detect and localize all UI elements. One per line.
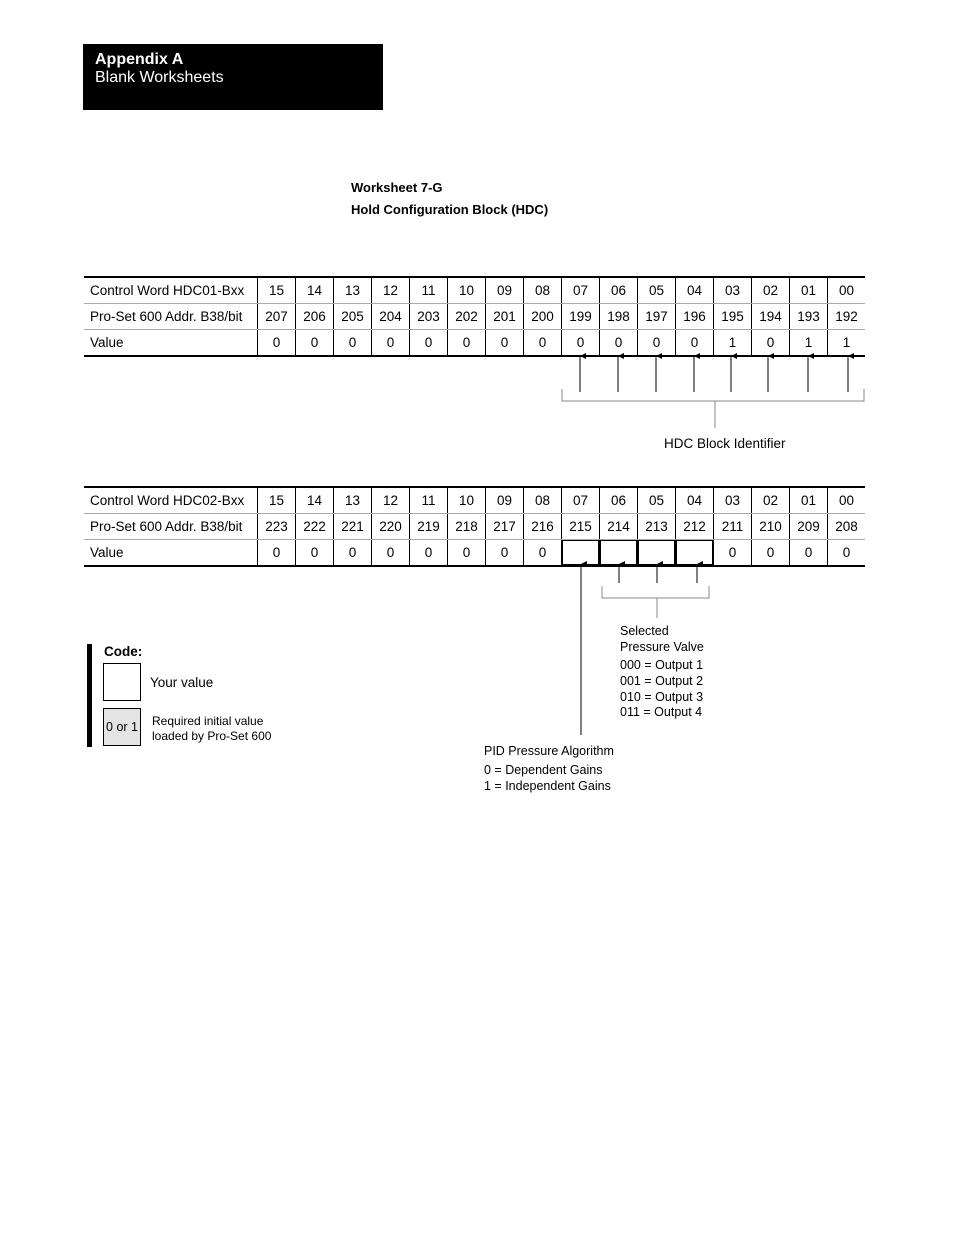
table-cell: 0 [790, 540, 828, 567]
table-cell: 02 [752, 487, 790, 514]
table-cell: 12 [372, 277, 410, 304]
table-cell: 00 [828, 487, 866, 514]
table-cell: 15 [258, 487, 296, 514]
row-label: Pro-Set 600 Addr. B38/bit [84, 514, 258, 540]
table-cell: 15 [258, 277, 296, 304]
table-cell: 220 [372, 514, 410, 540]
table-cell: 210 [752, 514, 790, 540]
table-cell: 0 [676, 330, 714, 357]
table-cell: 207 [258, 304, 296, 330]
table-cell: 12 [372, 487, 410, 514]
table-cell: 199 [562, 304, 600, 330]
table-cell: 0 [752, 330, 790, 357]
your-value-label: Your value [150, 675, 214, 690]
table-cell: 209 [790, 514, 828, 540]
table-cell: 197 [638, 304, 676, 330]
table-cell: 203 [410, 304, 448, 330]
table-cell: 200 [524, 304, 562, 330]
worksheet-title: Hold Configuration Block (HDC) [351, 202, 549, 217]
table-cell: 219 [410, 514, 448, 540]
table-cell: 02 [752, 277, 790, 304]
table-cell: 01 [790, 487, 828, 514]
your-value-sample-box [103, 663, 141, 701]
table-cell: 13 [334, 487, 372, 514]
table-cell: 0 [486, 330, 524, 357]
table-cell: 205 [334, 304, 372, 330]
table-cell: 206 [296, 304, 334, 330]
table-cell: 11 [410, 277, 448, 304]
table-cell: 07 [562, 487, 600, 514]
table-cell: 0 [258, 330, 296, 357]
appendix-subtitle: Blank Worksheets [95, 69, 224, 86]
table-cell: 223 [258, 514, 296, 540]
table-cell: 221 [334, 514, 372, 540]
output-1-code: 000 = Output 1 [620, 658, 704, 672]
table-cell: 217 [486, 514, 524, 540]
table-cell: 0 [258, 540, 296, 567]
table-cell: 08 [524, 487, 562, 514]
table-cell: 216 [524, 514, 562, 540]
table-cell: 0 [334, 540, 372, 567]
table-cell: 05 [638, 277, 676, 304]
table-cell: 0 [410, 330, 448, 357]
table-cell: 07 [562, 277, 600, 304]
code-legend-bar [87, 644, 92, 747]
hdc01-arrows [580, 356, 848, 392]
table-cell: 198 [600, 304, 638, 330]
table-cell: 09 [486, 277, 524, 304]
table-cell: 10 [448, 487, 486, 514]
table-cell: 0 [448, 330, 486, 357]
table-cell: 212 [676, 514, 714, 540]
table-cell: 10 [448, 277, 486, 304]
table-cell: 08 [524, 277, 562, 304]
table-cell: 06 [600, 277, 638, 304]
required-value-line-1: Required initial value [152, 714, 264, 728]
hdc-block-identifier-label: HDC Block Identifier [664, 436, 786, 451]
row-label: Control Word HDC02-Bxx [84, 487, 258, 514]
table-cell: 0 [828, 540, 866, 567]
output-3-code: 010 = Output 3 [620, 690, 704, 704]
hdc02-bracket [602, 586, 709, 618]
table-cell: 0 [448, 540, 486, 567]
table-cell: 202 [448, 304, 486, 330]
table-cell: 0 [372, 330, 410, 357]
table-cell: 04 [676, 277, 714, 304]
output-2-code: 001 = Output 2 [620, 674, 704, 688]
table-cell: 213 [638, 514, 676, 540]
row-label: Value [84, 540, 258, 567]
table-cell: 0 [486, 540, 524, 567]
pid-independent-gains: 1 = Independent Gains [484, 779, 611, 793]
table-cell: 0 [524, 540, 562, 567]
table-cell: 11 [410, 487, 448, 514]
table-cell: 201 [486, 304, 524, 330]
table-cell: 195 [714, 304, 752, 330]
pid-dependent-gains: 0 = Dependent Gains [484, 763, 603, 777]
table-cell: 0 [752, 540, 790, 567]
table-cell: 00 [828, 277, 866, 304]
table-cell: 13 [334, 277, 372, 304]
row-label: Pro-Set 600 Addr. B38/bit [84, 304, 258, 330]
table-cell: 0 [296, 540, 334, 567]
table-cell: 05 [638, 487, 676, 514]
table-cell: 214 [600, 514, 638, 540]
table-cell: 0 [714, 540, 752, 567]
table-cell: 194 [752, 304, 790, 330]
required-value-sample-box: 0 or 1 [103, 708, 141, 746]
table-cell: 04 [676, 487, 714, 514]
table-cell: 1 [714, 330, 752, 357]
required-value-line-2: loaded by Pro-Set 600 [152, 729, 272, 743]
table-cell: 06 [600, 487, 638, 514]
table-cell: 0 [372, 540, 410, 567]
table-cell: 03 [714, 277, 752, 304]
table-cell: 0 [600, 330, 638, 357]
row-label: Value [84, 330, 258, 357]
code-legend-title: Code: [104, 644, 143, 659]
table-cell: 222 [296, 514, 334, 540]
row-label: Control Word HDC01-Bxx [84, 277, 258, 304]
table-cell: 0 [524, 330, 562, 357]
required-value-label [152, 714, 271, 744]
table-cell: 211 [714, 514, 752, 540]
table-cell: 0 [638, 330, 676, 357]
table-cell: 193 [790, 304, 828, 330]
worksheet-number: Worksheet 7-G [351, 180, 443, 195]
table-cell: 0 [334, 330, 372, 357]
table-cell: 1 [790, 330, 828, 357]
table-cell: 14 [296, 277, 334, 304]
table-cell: 01 [790, 277, 828, 304]
table-cell: 03 [714, 487, 752, 514]
table-cell: 208 [828, 514, 866, 540]
hdc01-bracket [562, 389, 864, 428]
pressure-valve-label: Pressure Valve [620, 640, 704, 654]
table-cell: 0 [410, 540, 448, 567]
table-cell: 09 [486, 487, 524, 514]
table-cell: 14 [296, 487, 334, 514]
table-cell: 0 [562, 330, 600, 357]
selected-label: Selected [620, 624, 669, 638]
table-cell: 196 [676, 304, 714, 330]
pid-algorithm-label: PID Pressure Algorithm [484, 744, 614, 758]
appendix-label: Appendix A [95, 51, 184, 68]
output-4-code: 011 = Output 4 [620, 705, 703, 719]
table-cell: 218 [448, 514, 486, 540]
table-cell: 1 [828, 330, 866, 357]
table-cell: 0 [296, 330, 334, 357]
table-cell: 204 [372, 304, 410, 330]
table-cell: 215 [562, 514, 600, 540]
table-cell: 192 [828, 304, 866, 330]
